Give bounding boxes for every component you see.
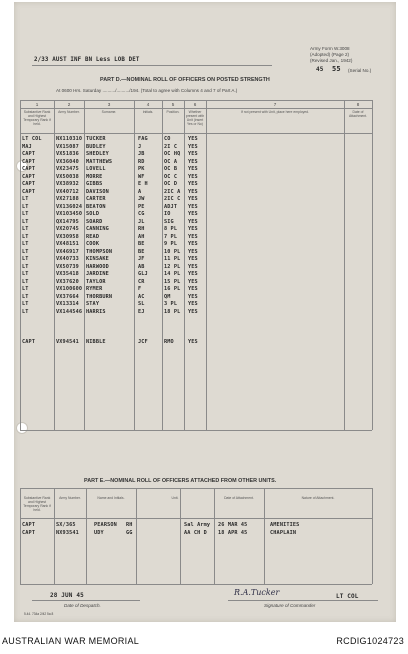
table-cell: YES [188, 241, 198, 247]
table-cell: 9 PL [164, 241, 178, 247]
table-cell: VX13314 [56, 301, 79, 307]
table-cell: LT [22, 293, 29, 300]
table-cell: RH [138, 226, 145, 232]
table-cell: BE [138, 248, 145, 255]
table-cell: OC D [164, 181, 178, 187]
revised-label: (Revised Jan., 1942) [310, 58, 353, 63]
table-cell: LOVELL [86, 166, 106, 172]
table-cell: CHAPLAIN [270, 529, 297, 536]
column-header: Unit. [171, 496, 179, 500]
table-cell: HARWOOD [86, 263, 109, 270]
table-cell: Sal Army [184, 522, 211, 528]
table-cell: VX48151 [56, 241, 79, 247]
table-cell: DAVISON [86, 188, 109, 195]
table-cell: LT [22, 271, 29, 277]
table-cell: YES [188, 293, 198, 300]
table-cell: VX50739 [56, 263, 79, 270]
table-cell: WF [138, 173, 145, 180]
table-cell: VX100600 [56, 286, 83, 292]
table-cell: 15 PL [164, 278, 181, 285]
commander-signature: R.A.Tucker [234, 588, 280, 597]
table-cell: YES [188, 166, 198, 172]
column-number: 2 [67, 101, 71, 107]
column-header: Nature of Attachment. [301, 496, 335, 500]
despatch-date-line [32, 600, 140, 601]
table-cell: YES [188, 278, 198, 285]
table-row [14, 308, 372, 316]
table-cell: YES [188, 136, 198, 142]
table-cell: LT [22, 256, 29, 262]
table-cell: VX20745 [56, 226, 79, 232]
table-rule [20, 108, 372, 109]
table-cell: ADJT [164, 203, 178, 210]
table-cell: 2I C [164, 143, 178, 150]
table-cell: 7 PL [164, 233, 178, 240]
table-cell: LT [22, 196, 29, 202]
table-cell: VX15087 [56, 143, 79, 150]
column-number: 3 [107, 101, 111, 107]
table-cell: VX38932 [56, 181, 79, 187]
table-cell: MORRE [86, 173, 103, 180]
table-cell: VX50038 [56, 173, 79, 180]
column-header: If not present with Unit, place here employed. [240, 110, 310, 114]
serial-year: 45 [316, 66, 324, 73]
table-cell: VX36040 [56, 158, 79, 165]
table-cell: CARTER [86, 196, 106, 202]
table-cell: PE [138, 203, 145, 210]
table-cell: SIG [164, 218, 174, 225]
column-number: 8 [356, 101, 360, 107]
table-cell: YES [188, 173, 198, 180]
table-rule [20, 430, 372, 431]
table-cell: 11 PL [164, 256, 181, 262]
column-header: Initials. [142, 110, 154, 114]
table-cell: VX37664 [56, 293, 79, 300]
table-cell: IO [164, 211, 171, 217]
table-rule [20, 584, 372, 585]
table-cell: A [138, 188, 142, 195]
table-cell: OC C [164, 173, 178, 180]
archive-footer [0, 627, 408, 654]
table-cell: KINSAKE [86, 256, 109, 262]
table-cell: VX27188 [56, 196, 79, 202]
table-cell: READ [86, 233, 100, 240]
table-cell: BEATON [86, 203, 106, 210]
table-cell: E H [138, 181, 148, 187]
table-cell: 8 PL [164, 226, 178, 232]
despatch-date: 28 JUN 45 [50, 592, 84, 599]
officers-table [14, 100, 396, 430]
table-cell: COOK [86, 241, 100, 247]
table-cell: JF [138, 256, 145, 262]
column-header: Substantive Rank and Highest Temporary Rank if held. [23, 110, 51, 126]
table-cell: THOMPSON [86, 248, 113, 255]
table-cell: MATTHEWS [86, 158, 113, 165]
table-cell: LT [22, 278, 29, 285]
unit-underline [32, 65, 272, 66]
table-cell: SX/365 [56, 522, 76, 528]
column-number: 1 [35, 101, 39, 107]
table-cell: NIBBLE [86, 339, 106, 345]
table-column-rule [372, 100, 373, 430]
table-cell: YES [188, 151, 198, 157]
table-cell: F [138, 286, 142, 292]
table-cell: 14 PL [164, 271, 181, 277]
table-cell: GIBBS [86, 181, 103, 187]
table-cell: CAPT [22, 151, 36, 157]
table-rule [20, 133, 372, 134]
column-number: 6 [193, 101, 197, 107]
adopted-label: (Adopted) (Page 2) [310, 52, 350, 57]
table-rule [20, 488, 372, 489]
archive-name: AUSTRALIAN WAR MEMORIAL [2, 636, 140, 646]
form-page [14, 2, 396, 622]
table-cell: JL [138, 218, 145, 225]
table-column-rule [372, 488, 373, 584]
table-cell: VX144546 [56, 308, 83, 315]
table-cell: 10 PL [164, 248, 181, 255]
table-cell: OC HQ [164, 151, 181, 157]
column-number: 7 [273, 101, 277, 107]
table-rule [20, 518, 372, 519]
part-e-title: PART E.—NOMINAL ROLL OF OFFICERS ATTACHED FROM OTHER UNITS. [84, 478, 277, 484]
table-cell: YES [188, 339, 198, 345]
table-cell: LT [22, 211, 29, 217]
table-cell: VX40712 [56, 188, 79, 195]
table-cell: CO [164, 136, 171, 142]
table-cell: YES [188, 196, 198, 202]
table-cell: LT COL [22, 136, 42, 142]
table-cell: YES [188, 188, 198, 195]
table-cell: JCF [138, 339, 148, 345]
table-cell: THORBURN [86, 293, 113, 300]
table-cell: OC A [164, 158, 178, 165]
table-cell: JARDINE [86, 271, 109, 277]
table-cell: YES [188, 203, 198, 210]
table-cell: 18 APR 45 [218, 529, 248, 536]
table-cell: RYMER [86, 286, 103, 292]
part-d-title: PART D.—NOMINAL ROLL OF OFFICERS ON POSTED STRENGTH [100, 77, 270, 83]
table-cell: VX23475 [56, 166, 79, 172]
table-cell: 2IC C [164, 196, 181, 202]
table-cell: SOARD [86, 218, 103, 225]
printer-note: 5.44. 734a 2/42 5a 8 [24, 612, 54, 616]
table-cell: 18 PL [164, 308, 181, 315]
table-cell: VX35418 [56, 271, 79, 277]
column-header: Army Number. [59, 496, 81, 500]
column-header: Whether present with Unit (insert Yes or No) [185, 110, 205, 126]
column-number: 4 [146, 101, 150, 107]
table-cell: YES [188, 233, 198, 240]
table-cell: VX46917 [56, 248, 79, 255]
table-cell: CAPT [22, 522, 36, 528]
table-cell: J [138, 143, 142, 150]
table-cell: PEARSON [94, 522, 117, 528]
table-cell: UDY [94, 529, 104, 536]
table-cell: LT [22, 226, 29, 232]
table-cell: YES [188, 218, 198, 225]
column-header: Position. [166, 110, 180, 114]
column-header: Name and Initials. [97, 496, 125, 500]
table-cell: PK [138, 166, 145, 172]
table-cell: AB [138, 263, 145, 270]
table-cell: AMENITIES [270, 522, 300, 528]
table-cell: MAJ [22, 143, 32, 150]
table-cell: LT [22, 248, 29, 255]
table-cell: QM [164, 293, 171, 300]
table-cell: QX14795 [56, 218, 79, 225]
serial-label: (Serial No.) [348, 68, 372, 73]
table-cell: BE [138, 241, 145, 247]
table-cell: YES [188, 263, 198, 270]
signature-line [228, 600, 378, 601]
table-cell: AC [138, 293, 145, 300]
table-cell: YES [188, 158, 198, 165]
table-cell: LT [22, 203, 29, 210]
table-cell: YES [188, 271, 198, 277]
table-cell: CAPT [22, 188, 36, 195]
archive-record-id: RCDIG1024723 [336, 636, 404, 646]
table-cell: RD [138, 158, 145, 165]
table-cell: 26 MAR 45 [218, 522, 248, 528]
table-cell: CR [138, 278, 145, 285]
table-cell: TAYLOR [86, 278, 106, 285]
table-cell: YES [188, 301, 198, 307]
table-cell: AH [138, 233, 145, 240]
table-row [14, 338, 372, 346]
commander-rank: LT COL [336, 593, 359, 600]
table-cell: VX37620 [56, 278, 79, 285]
column-header: Army Number. [58, 110, 80, 114]
serial-number: 55 [332, 65, 341, 73]
table-cell: YES [188, 286, 198, 292]
table-cell: 2IC A [164, 188, 181, 195]
table-cell: YES [188, 248, 198, 255]
table-cell: STAY [86, 301, 100, 307]
signature-label: Signature of Commander [264, 603, 316, 608]
table-cell: YES [188, 181, 198, 187]
despatch-date-label: Date of Despatch. [64, 603, 101, 608]
unit-name: 2/33 AUST INF BN Less LOB DET [34, 57, 140, 63]
table-row [14, 529, 372, 537]
table-cell: LT [22, 218, 29, 225]
table-cell: NX110310 [56, 136, 83, 142]
table-cell: YES [188, 256, 198, 262]
table-cell: FAG [138, 136, 148, 142]
column-header: Date of Attachment. [224, 496, 254, 500]
table-cell: GG [126, 529, 133, 536]
table-cell: CG [138, 211, 145, 217]
table-cell: VX51836 [56, 151, 79, 157]
column-header: Surname. [101, 110, 117, 114]
column-header: Substantive Rank and Highest Temporary Rank if held. [23, 496, 51, 512]
table-cell: SHEDLEY [86, 151, 109, 157]
table-cell: TUCKER [86, 136, 106, 142]
table-cell: JW [138, 196, 145, 202]
table-cell: HARRIS [86, 308, 106, 315]
table-cell: JB [138, 151, 145, 157]
table-cell: SL [138, 301, 145, 307]
table-cell: VX94541 [56, 339, 79, 345]
table-cell: YES [188, 308, 198, 315]
table-cell: OC B [164, 166, 178, 172]
table-cell: CAPT [22, 173, 36, 180]
table-cell: NX93541 [56, 529, 79, 536]
table-cell: AA CH D [184, 529, 207, 536]
table-cell: YES [188, 226, 198, 232]
table-cell: VX103450 [56, 211, 83, 217]
table-cell: RH [126, 522, 133, 528]
table-cell: CAPT [22, 181, 36, 187]
table-cell: YES [188, 211, 198, 217]
part-d-subtitle: At 0600 Hrs. Saturday ........../........../194. (Total to agree with Columns 4 and 7 of Part A.) [56, 88, 238, 93]
table-cell: LT [22, 308, 29, 315]
table-cell: CAPT [22, 529, 36, 536]
table-cell: LT [22, 233, 29, 240]
table-cell: VX30958 [56, 233, 79, 240]
column-header: Date of Attachment. [348, 110, 368, 118]
table-cell: BUDLEY [86, 143, 106, 150]
table-cell: LT [22, 301, 29, 307]
table-cell: 12 PL [164, 263, 181, 270]
column-number: 5 [171, 101, 175, 107]
table-cell: GLJ [138, 271, 148, 277]
table-cell: VX40733 [56, 256, 79, 262]
table-cell: 3 PL [164, 301, 178, 307]
table-cell: VX136024 [56, 203, 83, 210]
table-cell: CANNING [86, 226, 109, 232]
table-cell: RMO [164, 339, 174, 345]
table-cell: CAPT [22, 339, 36, 345]
attached-officers-table [14, 488, 396, 584]
table-cell: LT [22, 263, 29, 270]
table-cell: LT [22, 241, 29, 247]
table-cell: LT [22, 286, 29, 292]
table-cell: SOLD [86, 211, 100, 217]
table-cell: EJ [138, 308, 145, 315]
army-form-label: Army Form W.3008 [310, 46, 350, 51]
table-cell: CAPT [22, 166, 36, 172]
table-cell: CAPT [22, 158, 36, 165]
table-cell: YES [188, 143, 198, 150]
table-cell: 16 PL [164, 286, 181, 292]
